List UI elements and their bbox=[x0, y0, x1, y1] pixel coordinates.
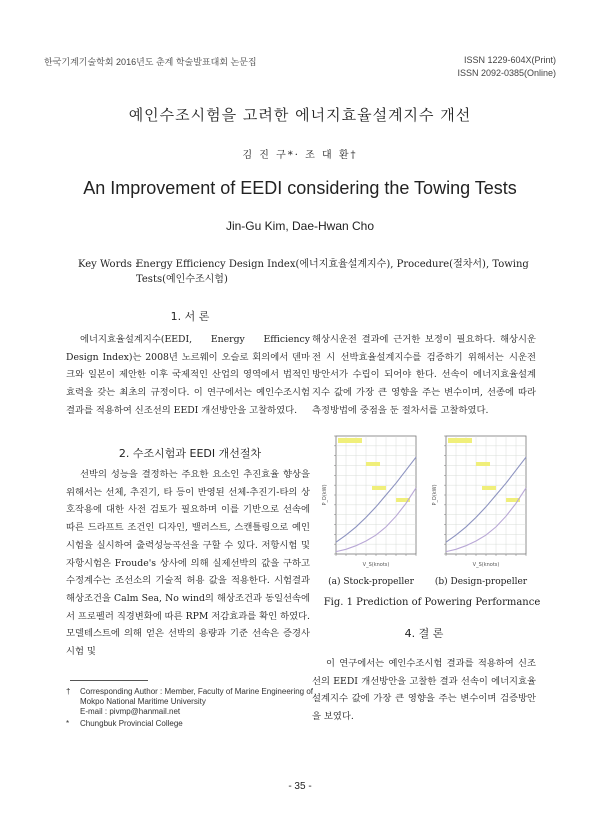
y-axis-label: P_D(kW) bbox=[322, 484, 328, 506]
x-axis-label: V_S(knots) bbox=[472, 562, 500, 568]
footnote-corresponding bbox=[66, 687, 314, 717]
figure-caption: Fig. 1 Prediction of Powering Performance bbox=[323, 597, 541, 608]
legend-box bbox=[448, 438, 472, 443]
keywords-label: Key Words : bbox=[78, 259, 139, 270]
chart-design-propeller bbox=[430, 428, 530, 573]
footnote-corresponding-text: Corresponding Author : Member, Faculty of Marine Engineering of Mokpo National Maritime University bbox=[80, 687, 314, 706]
legend-box bbox=[338, 438, 362, 443]
asterisk-symbol: * bbox=[66, 719, 70, 728]
section-1-body: 에너지효율설계지수(EEDI, Energy Efficiency Design Index)는 2008년 노르웨이 오슬로 회의에서 덴마크와 일본이 제안한 이후 국제적인 산업의 영역에서 법적인 효력을 갖는 최초의 규정이다. 이 연구에서는 예인수조시험 결과를 적용하여 신조선의 EEDI 개선방안을 고찰하였다. bbox=[66, 334, 310, 416]
annotation-box bbox=[476, 462, 490, 466]
dagger-symbol: † bbox=[66, 687, 71, 696]
section-4-body: 이 연구에서는 예인수조시험 결과를 적용하여 신조선의 EEDI 개선방안을 고찰한 결과 선속이 에너지효율설계지수 값에 가장 큰 영향을 주는 변수이며 검증방안을 보였다. bbox=[312, 658, 536, 723]
keywords bbox=[78, 257, 540, 287]
section-2-title: 2. 수조시험과 EEDI 개선절차 bbox=[118, 447, 262, 460]
annotation-box bbox=[366, 462, 380, 466]
page-number: - 35 - bbox=[288, 781, 312, 792]
right-column-body: 해상시운전 결과에 근거한 보정이 필요하다. 해상시운전 시 선박효율설계지수를 검증하기 위해서는 시운전 방안서가 수립이 되어야 한다. 선속이 에너지효율설계지수 값에 가장 큰 영향을 주는 변수이며, 선종에 따라 측정방법에 중점을 둔 절차서를 고찰하였다. bbox=[312, 334, 536, 416]
title-korean: 예인수조시험을 고려한 에너지효율설계지수 개선 bbox=[128, 106, 472, 124]
conference-header: 한국기계기술학회 2016년도 춘계 학술발표대회 논문집 bbox=[44, 57, 257, 67]
section-1-title: 1. 서 론 bbox=[170, 310, 210, 323]
y-axis-label: P_D(kW) bbox=[432, 484, 438, 506]
authors-english: Jin-Gu Kim, Dae-Hwan Cho bbox=[225, 219, 375, 233]
annotation-box bbox=[372, 486, 386, 490]
figure-subcaption-b: (b) Design-propeller bbox=[434, 577, 528, 587]
footnote-affiliation-text: Chungbuk Provincial College bbox=[80, 719, 183, 728]
annotation-box bbox=[482, 486, 496, 490]
x-axis-label: V_S(knots) bbox=[362, 562, 390, 568]
section-2-body: 선박의 성능을 결정하는 주요한 요소인 추진효율 향상을 위해서는 선체, 추진기, 타 등이 반영된 선체-추진기-타의 상호작용에 대한 사전 검토가 필요하며 이를 기반으로 선속에 따른 드라프트 조건인 디자인, 밸러스트, 스캔틀링으로 예인시험을 실시하여 출력성능곡선을 구할 수 있다. 저항시험 및 자항시험은 Froude's 상사에 의해 실제선박의 값을 구하고 수정계수는 조선소의 기술적 허용 값을 적용한다. 시험결과 해상조건을 Calm Sea, No wind의 해상조건과 동일선속에서 프로펠러 직경변화에 따른 RPM 저감효과를 확인 하였다. 모델테스트에 의해 얻은 선박의 용량과 기준 선속은 증경사시험 및 bbox=[66, 469, 310, 658]
footnote-email: E-mail : pivmp@hanmail.net bbox=[80, 707, 181, 716]
section-4-title: 4. 결 론 bbox=[404, 627, 444, 640]
authors-korean: 김 진 구*· 조 대 환† bbox=[242, 150, 358, 161]
footnote-divider bbox=[70, 680, 148, 681]
issn-print: ISSN 1229-604X(Print) bbox=[463, 55, 556, 65]
issn-online: ISSN 2092-0385(Online) bbox=[457, 68, 556, 78]
footnote-affiliation bbox=[66, 719, 314, 729]
title-english: An Improvement of EEDI considering the Towing Tests bbox=[83, 178, 517, 198]
chart-stock-propeller bbox=[320, 428, 420, 573]
keywords-text: Energy Efficiency Design Index(에너지효율설계지수), Procedure(절차서), Towing Tests(예인수조시험) bbox=[136, 259, 529, 285]
figure-subcaption-a: (a) Stock-propeller bbox=[328, 577, 414, 587]
